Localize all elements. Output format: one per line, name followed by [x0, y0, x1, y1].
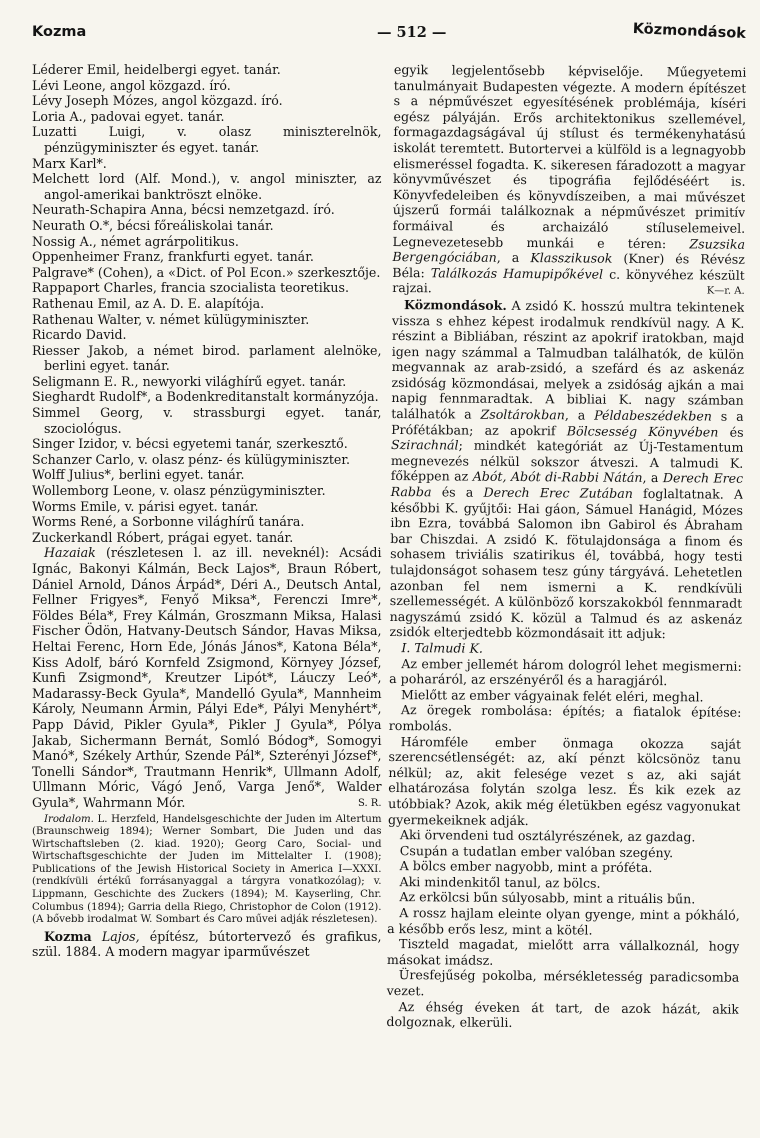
kozma-firstname: Lajos, [101, 928, 140, 944]
work-title: Találkozás Hamupipőkével [430, 265, 603, 282]
two-column-body [32, 62, 746, 1122]
proverb: Aki mindenkitől tanul, az bölcs. [399, 873, 601, 891]
name-entry: Loria A., padovai egyet. tanár. [32, 108, 225, 124]
left-column [32, 62, 382, 1122]
work-title: Zsoltárokban [480, 406, 565, 423]
name-entry: Lévi Leone, angol közgazd. író. [32, 77, 231, 93]
name-entry: Léderer Emil, heidelbergi egyet. tanár. [32, 62, 281, 77]
hazaiak-text: (részletesen l. az ill. neveknél): Acsádi Ignác, Bakonyi Kálmán, Beck Lajos*, Braun Róbert, Dániel Arnold, Dános Árpád*, Déri A., Deutsch Antal, Fellner Frigyes*, Fenyő Miksa*, Ferenczi Imre*, Földes Béla*, Frey Kálmán, Groszmann Miksa, Halasi Fischer Ödön, Hatvany-Deutsch Sándor, Havas Miksa, Heltai Ferenc, Horn Ede, Jónás János*, Katona Béla*, Kiss Adolf, báró Kornfeld Zsigmond, Környey József, Kunfi Zsigmond*, Kreutzer Lipót*, Láuczy Leó*, Madarassy-Beck Gyula*, Mandelló Gyula*, Mannheim Károly, Neumann Ármin, Pályi Ede*, Pályi Menyhért*, Papp Dávid, Pikler Gyula*, Pikler J Gyula*, Pólya Jakab, Sichermann Bernát, Somló Bódog*, Somogyi Manó*, Székely Arthúr, Szende Pál*, Szterényi József*, Tonelli Sándor*, Trautmann Henrik*, Ullmann Adolf, Ullmann Móric, Vágó Jenő, Varga Jenő*, Walder Gyula*, Wahrmann Mór. [32, 545, 382, 810]
kozma-continuation [392, 62, 746, 299]
right-column [385, 62, 746, 1125]
entry-text: , a [564, 407, 594, 423]
hazaiak-signature: S. R. [357, 797, 382, 809]
work-title: Bölcsesség Könyvében [566, 423, 718, 440]
kozma-cont-text: c. könyvéhez készült rajzai. [391, 266, 745, 296]
name-entry: Rathenau Emil, az A. D. E. alapítója. [32, 295, 265, 311]
proverb: Az éhség éveken át tart, de azok házát, akik dolgoznak, elkerüli. [385, 998, 739, 1031]
work-title: Zsuzsika Bergengóciában [391, 235, 745, 265]
name-entry: Nossig A., német agrárpolitikus. [32, 233, 239, 249]
name-entry: Neurath O.*, bécsi főreáliskolai tanár. [32, 217, 274, 233]
name-entry: Worms Emile, v. párisi egyet. tanár. [32, 498, 259, 514]
entry-text: A zsidó K. hosszú multra tekintenek vissza s ehhez képest irodalmuk rendkívül nagy. A K. részint a Bibliában, részint az apokrif iratokban, majd igen nagy számmal a Talmudban találhatók, de külön megvannak az arab-zsidó, a szefárd és az askenáz zsidóság közmondásai, melyek a zsidóság ajkán a mai napig fennmaradtak. A bibliai K. nagy számban találhatók a [390, 297, 745, 422]
irodalom-label: Irodalom. [44, 813, 94, 825]
kozma-cont-text: egyik legjelentősebb képviselője. Műegyetemi tanulmányait Budapesten végezte. A modern építészet s a népművészet egyesítésének problémája, kíséri egész pályáján. Erős architektonikus szellemével, formagazdagságával új stílust és termékenyhatású iskolát teremtett. Butortervei a külföld is a legnagyobb elismeréssel fogadta. K. sikeresen fáradozott a magyar könyvművészet és tipográfia fejlődéséért is. Könyvfedeleiben és könyvdíszeiben, a mai művészet újszerű formái találkoznak a népművészet primitív formáival és archaizáló stíluselemeivel. Legnevezetesebb munkái e téren: [392, 62, 746, 251]
hazaiak-label: Hazaiak [44, 545, 96, 561]
name-entry: Wollemborg Leone, v. olasz pénzügyminiszter. [32, 483, 326, 499]
name-entry: Ricardo David. [32, 327, 127, 343]
header-right-keyword: Közmondások [632, 21, 746, 42]
kozmondasok-entry [389, 297, 744, 643]
work-title: Szirachnál [390, 437, 459, 453]
proverb: Háromféle ember önmaga okozza saját szerencsétlenségét: az, akí pénzt kölcsönöz tanu nélkül; az, akit felesége vezet s az, aki saját elhatározása folytán szolga lesz. És kik ezek az utóbbiak? Azok, akik még életükben egész vagyonukat gyermekeiknek adják. [387, 733, 741, 828]
name-entry: Seligmann E. R., newyorki világhírű egyet. tanár. [32, 373, 347, 389]
name-list [32, 62, 382, 545]
work-title: Abót, Abót di-Rabbi Nátán [472, 469, 643, 486]
header-left-keyword: Kozma [32, 24, 87, 40]
proverb: Az erkölcsi bűn súlyosabb, mint a rituális bűn. [398, 889, 695, 907]
proverb: A bölcs ember nagyobb, mint a próféta. [399, 858, 653, 876]
name-entry: Wolff Julius*, berlini egyet. tanár. [32, 467, 245, 483]
proverb: Csupán a tudatlan ember valóban szegény. [399, 842, 673, 860]
entry-text: , a [642, 470, 663, 486]
name-entry: Rathenau Walter, v. német külügyminiszter. [32, 311, 310, 327]
name-entry: Marx Karl*. [32, 155, 107, 171]
kozma-signature: K—r. A. [706, 285, 745, 298]
kozma-headword: Kozma [44, 928, 92, 944]
proverb-list [386, 656, 741, 1033]
entry-text: ; mindkét kategóriát az Új-Testamentum megnevezés nélkül sokszor átveszi. A talmudi K. főképpen az [390, 437, 744, 485]
proverb: A rossz hajlam eleinte olyan gyenge, mint a pókháló, a később erős lesz, mint a kötél. [386, 905, 740, 938]
kozma-text: építész, bútortervező és grafikus, szül. 1884. A modern magyar iparművészet [32, 928, 382, 960]
entry-text: és [717, 424, 744, 440]
work-title: Példabeszédekben [593, 407, 712, 424]
irodalom-text: L. Herzfeld, Handelsgeschichte der Juden im Altertum (Braunschweig 1894); Werner Sombart, Die Juden und das Wirtschaftsleben (2. kiad. 1920); Georg Caro, Social- und Wirtschaftsgeschichte der Juden im Mittelalter I. (1908); Publications of the Jewish Historical Society in America I—XXXI. (rendkívüli értékű forrásanyaggal a tárgyra vonatkozólag); v. Lippmann, Geschichte des Zuckers (1894); M. Kayserling, Chr. Columbus (1894); Garria della Riego, Christophor de Colon (1912). (A bővebb irodalmat W. Sombart és Caro művei adják részletesen). [32, 813, 382, 926]
hazaiak-paragraph [32, 545, 382, 810]
entry-text: foglaltatnak. A későbbi K. gyűjtői: Hai gáon, Sámuel Hanágid, Mózes ibn Ezra, továbbá Salomon ibn Gabirol és Ábraham bar Chiszdai. A zsidó K. fötulajdonsága a finom és sohasem triviális szatirikus él, továbbá, hogy testi tulajdonságot sohasem tesz gúny tárgyává. Lehetetlen azonban fel nem ismerni a K. rendkívüli szellemességét. A különböző korszakokból fennmaradt nagyszámú zsidó K. közül a Talmud és az askenáz zsidók elterjedtebb közmondásait itt adjuk: [388, 485, 743, 642]
proverb: Tiszteld magadat, mielőtt arra vállalkoznál, hogy másokat imádsz. [386, 936, 740, 968]
irodalom-paragraph [32, 814, 382, 927]
name-entry: Lévy Joseph Mózes, angol közgazd. író. [32, 93, 283, 109]
entry-text: s a Prófétákban; az apokrif [390, 408, 744, 439]
proverb: Aki örvendeni tud osztályrészének, az gazdag. [399, 827, 696, 845]
kozma-cont-text: , a [496, 249, 530, 266]
name-entry: Palgrave* (Cohen), a «Dict. of Pol Econ.» szerkesztője. [32, 264, 381, 280]
work-title: Klasszikusok [529, 250, 612, 266]
work-title: Derech Erec Rabba [390, 470, 743, 500]
name-entry: Singer Izidor, v. bécsi egyetemi tanár, szerkesztő. [32, 436, 348, 452]
name-entry: Zuckerkandl Róbert, prágai egyet. tanár. [32, 529, 294, 545]
page-number: — 512 — [377, 24, 447, 41]
kozma-cont-text: (Kner) és Révész Béla: [391, 250, 745, 281]
name-entry: Sieghardt Rudolf*, a Bodenkreditanstalt kormányzója. [32, 389, 379, 405]
proverb: Az ember jellemét három dologról lehet megismerni: a poharáról, az erszényéről és a haragjáról. [388, 655, 742, 689]
name-entry: Simmel Georg, v. strassburgi egyet. tanár, szociológus. [32, 405, 382, 436]
proverb: Üresfejűség pokolba, mérsékletesség paradicsomba vezet. [386, 967, 739, 999]
name-entry: Melchett lord (Alf. Mond.), v. angol miniszter, az angol-amerikai banktröszt elnöke. [32, 171, 382, 202]
name-entry: Luzatti Luigi, v. olasz miniszterelnök, pénzügyminiszter és egyet. tanár. [32, 124, 382, 155]
name-entry: Riesser Jakob, a német birod. parlament alelnöke, berlini egyet. tanár. [32, 342, 382, 374]
work-title: Derech Erec Zutában [482, 484, 633, 501]
proverb: Az öregek rombolása: építés; a fiatalok építése: rombolás. [388, 702, 741, 734]
page-header [32, 21, 746, 42]
kozma-entry [32, 929, 382, 960]
talmudi-heading: I. Talmudi K. [400, 640, 483, 656]
name-entry: Oppenheimer Franz, frankfurti egyet. tanár. [32, 249, 314, 265]
name-entry: Rappaport Charles, francia szocialista teoretikus. [32, 280, 349, 296]
kozmondasok-headword: Közmondások. [403, 296, 507, 313]
name-entry: Neurath-Schapira Anna, bécsi nemzetgazd. író. [32, 202, 335, 218]
name-entry: Worms René, a Sorbonne világhírű tanára. [32, 514, 305, 530]
proverb: Mielőtt az ember vágyainak felét eléri, meghal. [400, 686, 704, 705]
name-entry: Schanzer Carlo, v. olasz pénz- és külügyminiszter. [32, 451, 351, 467]
entry-text: és a [431, 484, 484, 500]
